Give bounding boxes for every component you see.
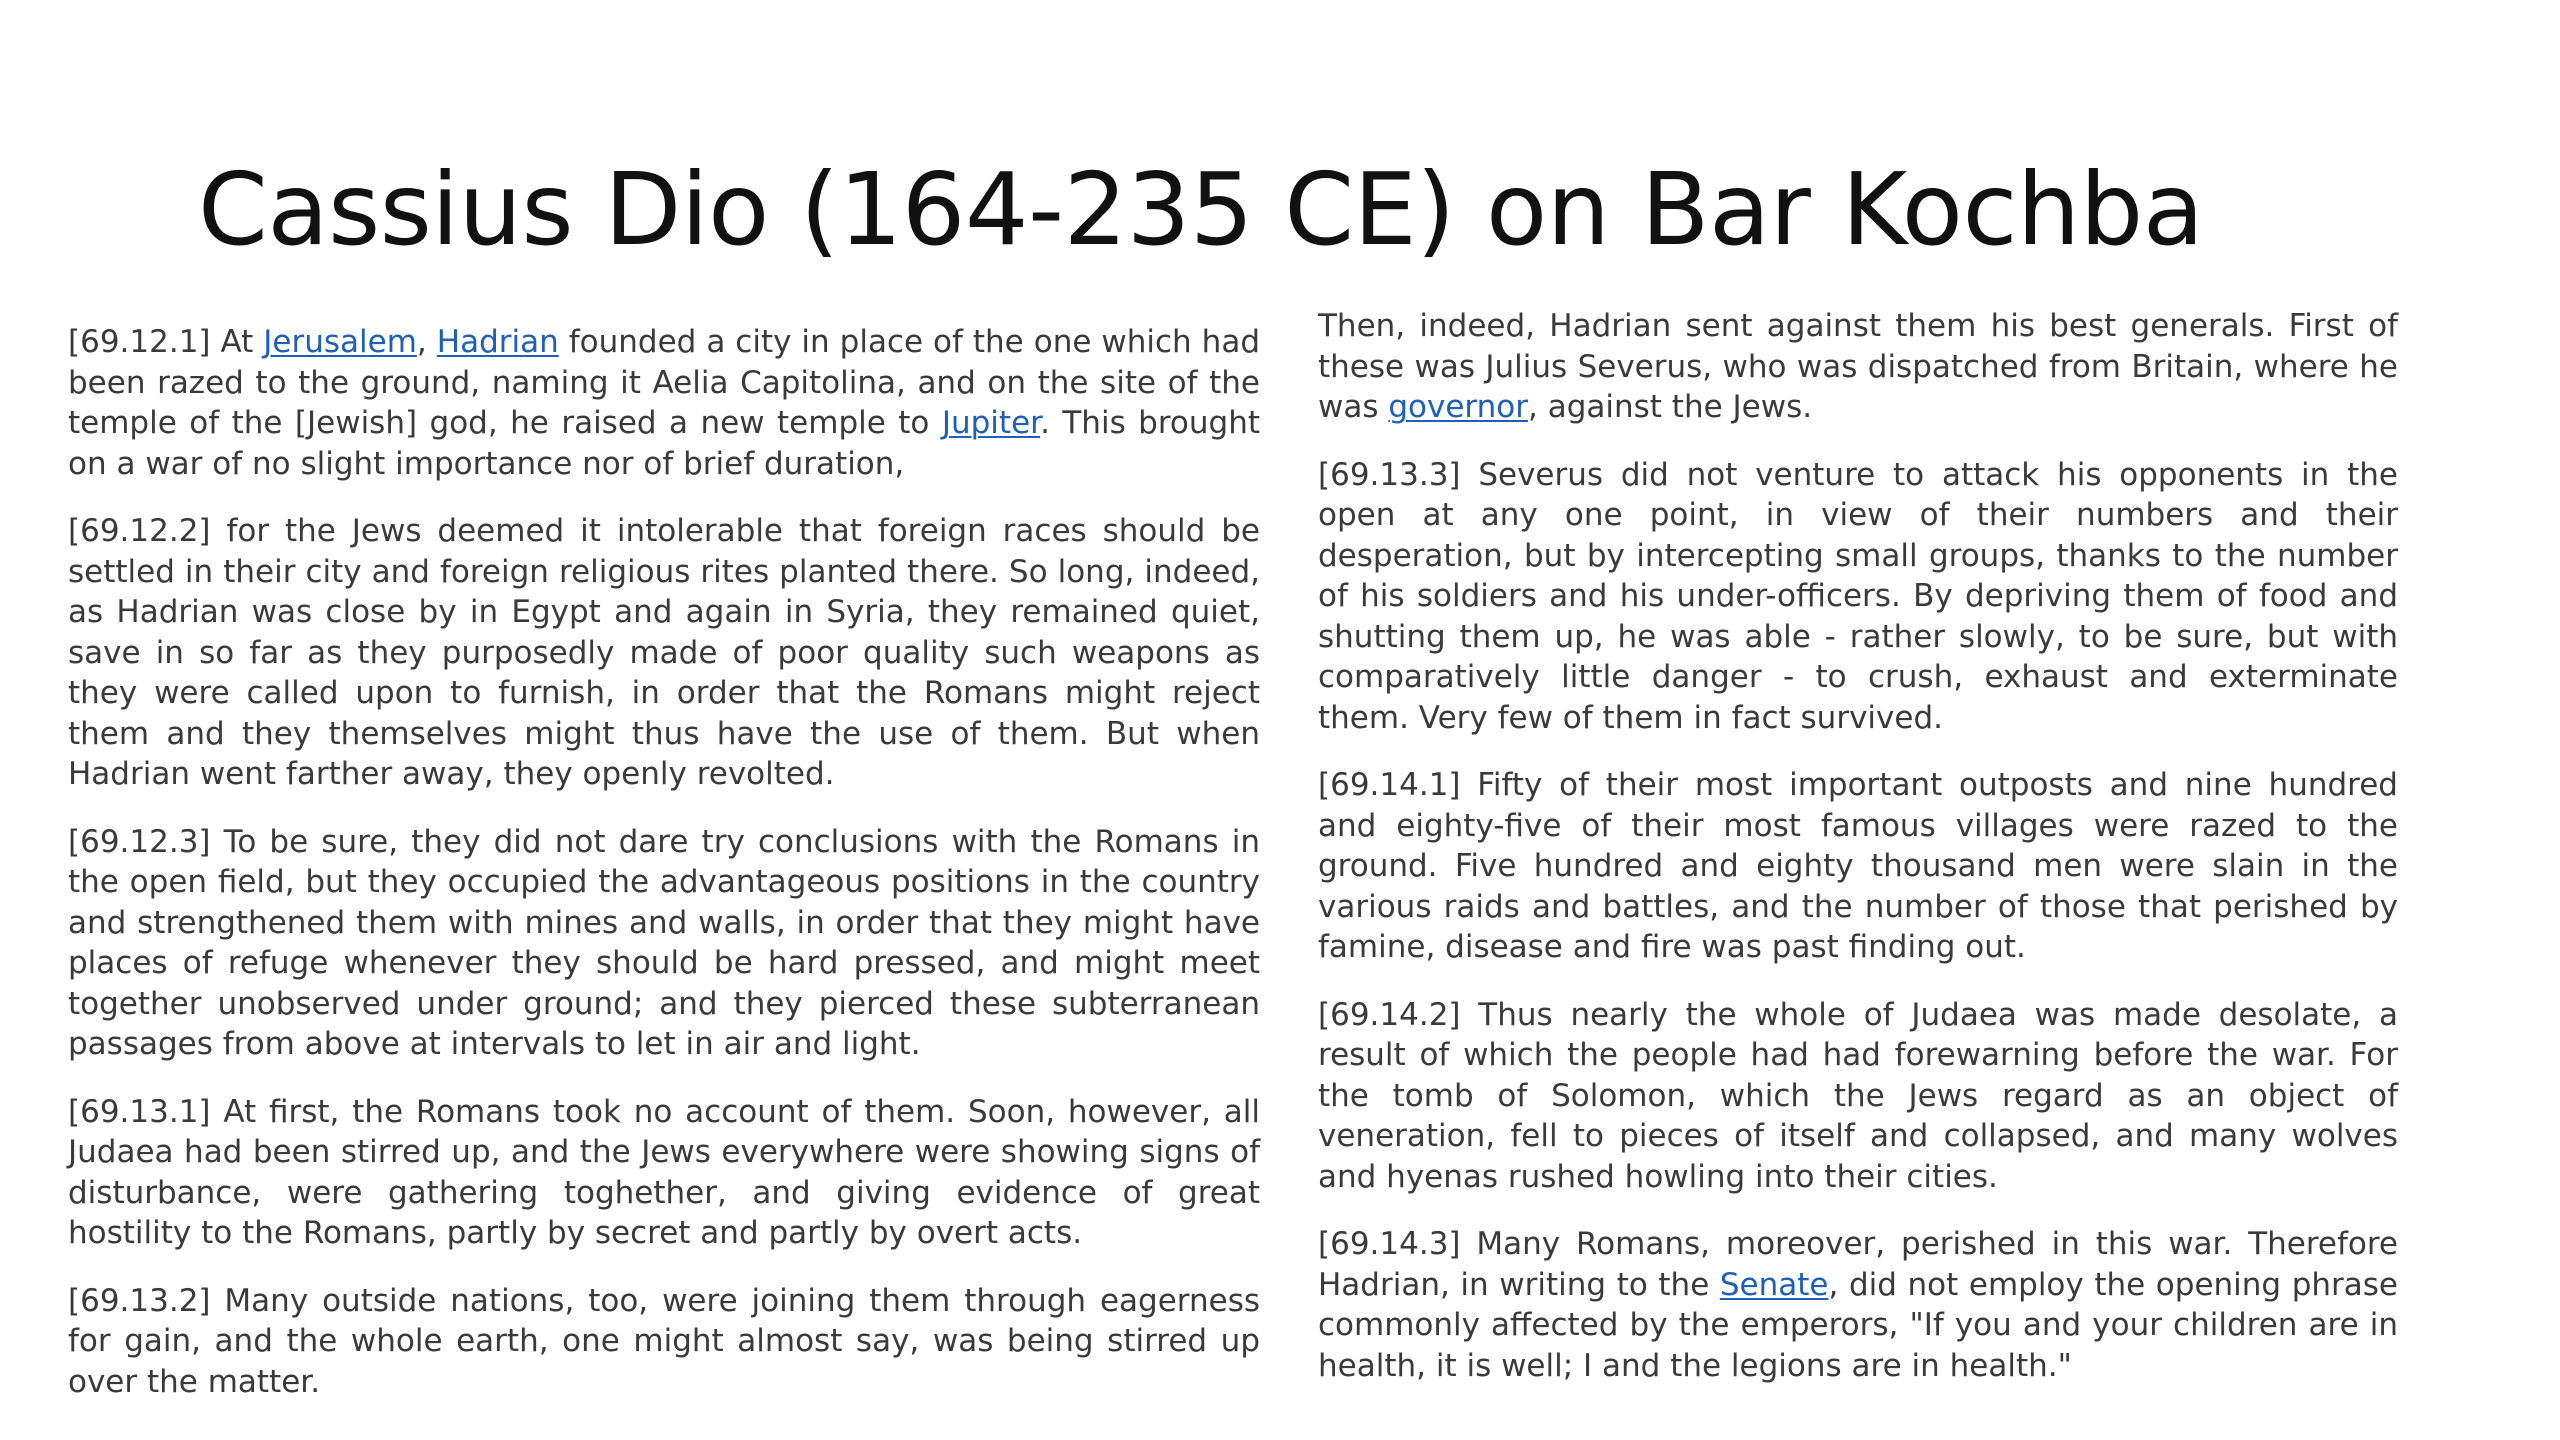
- paragraph-text: [69.12.1] At: [68, 324, 264, 360]
- paragraph-text: . This brought on a war of no slight importance nor of brief duration,: [68, 405, 1261, 482]
- paragraph-text: Then, indeed, Hadrian sent against them his best generals. First of these was Julius Severus, who was dispatched from Britain, where he was: [1318, 308, 2398, 425]
- paragraph-69-13-1: [69.13.1] At first, the Romans took no account of them. Soon, however, all Judaea had been stirred up, and the Jews everywhere were showing signs of disturbance, were gathering toghether, and giving evidence of great hostility to the Romans, partly by secret and partly by overt acts.: [68, 1093, 1260, 1251]
- paragraph-69-13-3: [69.13.3] Severus did not venture to attack his opponents in the open at any one point, in view of their numbers and their desperation, but by intercepting small groups, thanks to the number of his soldiers and his under-officers. By depriving them of food and shutting them up, he was able - rather slowly, to be sure, but with comparatively little danger - to crush, exhaust and exterminate them. Very few of them in fact survived.: [1318, 456, 2398, 736]
- link-hadrian[interactable]: Hadrian: [436, 324, 559, 360]
- paragraph-69-14-2: [69.14.2] Thus nearly the whole of Judaea was made desolate, a result of which the people had had forewarning before the war. For the tomb of Solomon, which the Jews regard as an object of veneration, fell to pieces of itself and collapsed, and many wolves and hyenas rushed howling into their cities.: [1318, 996, 2398, 1195]
- paragraph-generals: [1318, 306, 2398, 428]
- paragraph-text: ,: [416, 324, 437, 360]
- paragraph-69-14-3: [1318, 1224, 2398, 1386]
- slide-title: Cassius Dio (164-235 CE) on Bar Kochba: [198, 151, 2204, 268]
- paragraph-text: founded a city in place of the one which had been razed to the ground, naming it Aelia Capitolina, and on the site of the temple of the [Jewish] god, he raised a new temple to: [68, 324, 1260, 441]
- paragraph-69-12-1: [68, 322, 1260, 484]
- paragraph-69-12-3: [69.12.3] To be sure, they did not dare try conclusions with the Romans in the open field, but they occupied the advantageous positions in the country and strengthened them with mines and walls, in order that they might have places of refuge whenever they should be hard pressed, and might meet together unobserved under ground; and they pierced these subterranean passages from above at intervals to let in air and light.: [68, 823, 1260, 1062]
- link-jerusalem[interactable]: Jerusalem: [263, 324, 417, 360]
- paragraph-69-13-2: [69.13.2] Many outside nations, too, were joining them through eagerness for gain, and the whole earth, one might almost say, was being stirred up over the matter.: [68, 1282, 1260, 1400]
- link-governor[interactable]: governor: [1388, 389, 1528, 425]
- paragraph-69-12-2: [69.12.2] for the Jews deemed it intolerable that foreign races should be settled in their city and foreign religious rites planted there. So long, indeed, as Hadrian was close by in Egypt and again in Syria, they remained quiet, save in so far as they purposedly made of poor quality such weapons as they were called upon to furnish, in order that the Romans might reject them and they themselves might thus have the use of them. But when Hadrian went farther away, they openly revolted.: [68, 513, 1260, 792]
- paragraph-text: , did not employ the opening phrase commonly affected by the emperors, "If you and your children are in health, it is well; I and the legions are in health.": [1318, 1266, 2398, 1384]
- left-text-column: [68, 322, 1260, 1429]
- paragraph-69-14-1: [69.14.1] Fifty of their most important outposts and nine hundred and eighty-five of their most famous villages were razed to the ground. Five hundred and eighty thousand men were slain in the various raids and battles, and the number of those that perished by famine, disease and fire was past finding out.: [1318, 767, 2398, 965]
- paragraph-text: , against the Jews.: [1527, 389, 1813, 425]
- paragraph-text: [69.14.3] Many Romans, moreover, perished in this war. Therefore Hadrian, in writing to the: [1318, 1226, 2398, 1303]
- link-senate[interactable]: Senate: [1719, 1266, 1829, 1303]
- right-text-column: [1318, 306, 2398, 1413]
- link-jupiter[interactable]: Jupiter: [941, 405, 1041, 441]
